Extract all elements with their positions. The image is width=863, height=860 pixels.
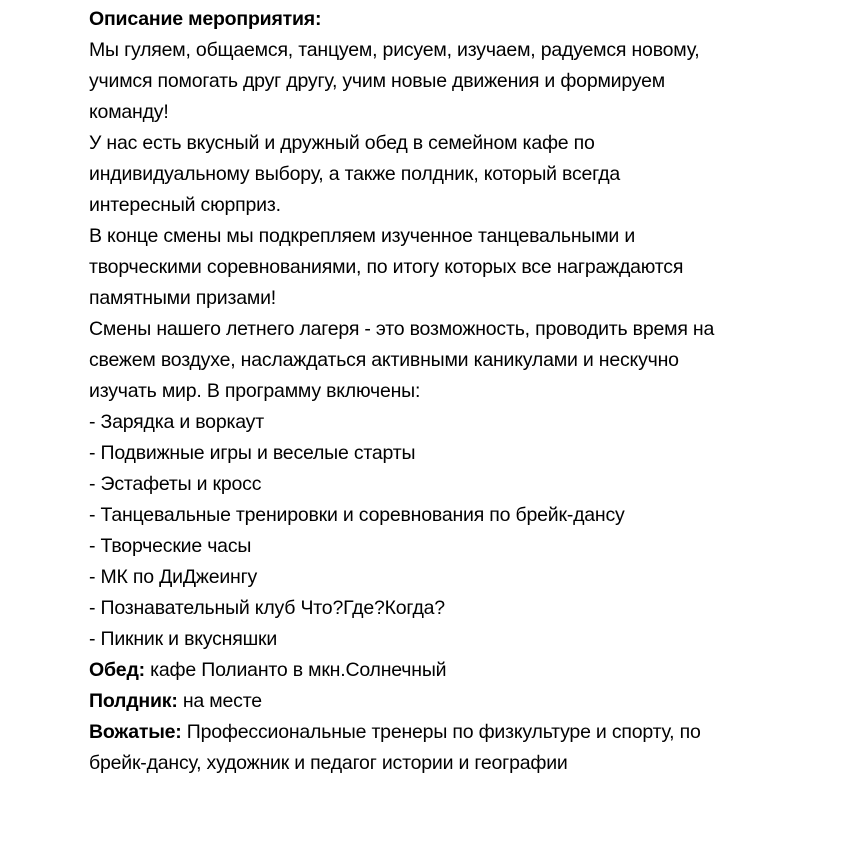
- program-item: - МК по ДиДжеингу: [89, 566, 258, 588]
- counselors-line-2: брейк-дансу, художник и педагог истории и географии: [89, 752, 568, 774]
- counselors-line: [89, 717, 849, 748]
- intro-line: индивидуальному выбору, а также полдник, который всегда: [89, 163, 621, 185]
- intro-line: творческими соревнованиями, по итогу которых все награждаются: [89, 256, 684, 278]
- intro-line: Мы гуляем, общаемся, танцуем, рисуем, изучаем, радуемся новому,: [89, 39, 700, 61]
- snack-value: на месте: [177, 690, 262, 712]
- program-item: - Зарядка и воркаут: [89, 411, 264, 433]
- program-item: - Творческие часы: [89, 535, 252, 557]
- intro-line: У нас есть вкусный и дружный обед в семейном кафе по: [89, 132, 595, 154]
- program-item: - Пикник и вкусняшки: [89, 628, 278, 650]
- intro-line: изучать мир. В программу включены:: [89, 380, 421, 402]
- program-item: - Подвижные игры и веселые старты: [89, 442, 416, 464]
- lunch-value: кафе Полианто в мкн.Солнечный: [144, 659, 447, 681]
- program-item: - Танцевальные тренировки и соревнования по брейк-дансу: [89, 504, 625, 526]
- counselors-value: Профессиональные тренеры по физкультуре и спорту, по: [181, 721, 701, 743]
- lunch-label: Обед:: [89, 659, 145, 681]
- intro-line: свежем воздухе, наслаждаться активными каникулами и нескучно: [89, 349, 679, 371]
- intro-line: В конце смены мы подкрепляем изученное танцевальными и: [89, 225, 636, 247]
- snack-line: [89, 686, 849, 717]
- counselors-label: Вожатые:: [89, 721, 182, 743]
- intro-line: Смены нашего летнего лагеря - это возможность, проводить время на: [89, 318, 715, 340]
- lunch-line: [89, 655, 849, 686]
- intro-line: памятными призами!: [89, 287, 277, 309]
- document-body: [89, 4, 849, 779]
- program-item: - Эстафеты и кросс: [89, 473, 262, 495]
- description-heading: Описание мероприятия:: [89, 8, 322, 30]
- intro-line: команду!: [89, 101, 169, 123]
- snack-label: Полдник:: [89, 690, 178, 712]
- intro-line: учимся помогать друг другу, учим новые движения и формируем: [89, 70, 665, 92]
- program-item: - Познавательный клуб Что?Где?Когда?: [89, 597, 445, 619]
- intro-line: интересный сюрприз.: [89, 194, 281, 216]
